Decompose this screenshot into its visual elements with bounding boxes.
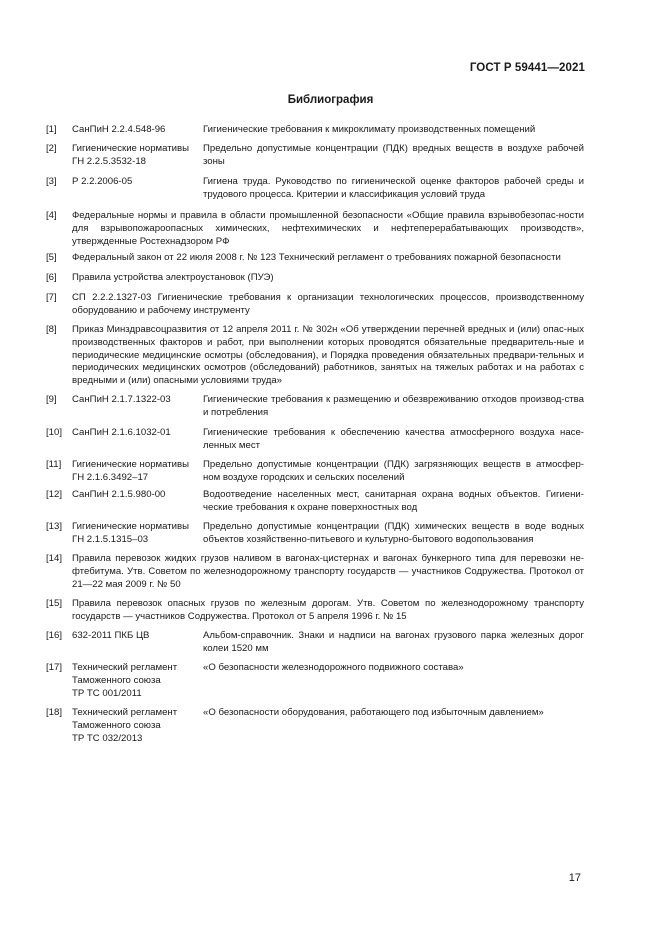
entry-description: Альбом-справочник. Знаки и надписи на вагонах грузового парка железных дорог колеи 1520 мм	[203, 630, 584, 654]
entry-code: СанПиН 2.1.7.1322-03	[72, 394, 171, 405]
entry-description: «О безопасности железнодорожного подвижного состава»	[203, 662, 464, 673]
entry-number: [14]	[46, 553, 63, 564]
entry-code: 632-2011 ПКБ ЦВ	[72, 630, 150, 641]
entry-code: СанПиН 2.1.6.1032-01	[72, 427, 171, 438]
entry-text: Правила перевозок опасных грузов по железным дорогам. Утв. Советом по железнодорожному транспорту государств — участников Содружества. Протокол от 5 апреля 1996 г. № 15	[72, 598, 584, 622]
entry-text: Правила перевозок жидких грузов наливом в вагонах-цистернах и вагонах бункерного типа для перевозки не-фтебитума. Утв. Советом по железнодорожному транспорту государств — участников Содружества. Протокол от 21—22 мая 2009 г. № 50	[72, 553, 584, 590]
entry-code: Технический регламент Таможенного союза ТР ТС 001/2011	[72, 662, 178, 699]
entry-text: Федеральные нормы и правила в области промышленной безопасности «Общие правила взрывобезопас-ности для взрывопожароопасных химических, нефтехимических и нефтеперерабатывающих производств», утвержденные Ростехнадзором РФ	[72, 210, 584, 247]
entry-description: Гигиена труда. Руководство по гигиенической оценке факторов рабочей среды и трудового процесса. Критерии и классификация условий труда	[203, 176, 584, 200]
entry-number: [8]	[46, 324, 57, 335]
entry-text: СП 2.2.2.1327-03 Гигиенические требования к организации технологических процессов, производственному оборудованию и рабочему инструменту	[72, 292, 584, 316]
entry-text: Правила устройства электроустановок (ПУЭ)	[72, 272, 274, 283]
entry-description: Предельно допустимые концентрации (ПДК) химических веществ в воде водных объектов хозяйственно-питьевого и культурно-бытового водопользования	[203, 521, 584, 545]
entry-description: Гигиенические требования к микроклимату производственных помещений	[203, 124, 536, 135]
entry-code: Гигиенические нормативы ГН 2.1.6.3492–17	[72, 459, 189, 483]
entry-number: [11]	[46, 459, 62, 470]
entry-number: [12]	[46, 489, 63, 500]
entry-number: [10]	[46, 427, 63, 438]
entry-number: [6]	[46, 272, 57, 283]
page-number: 17	[568, 872, 581, 884]
entry-number: [13]	[46, 521, 63, 532]
entry-description: Предельно допустимые концентрации (ПДК) вредных веществ в воздухе рабочей зоны	[203, 143, 584, 167]
entry-code: СанПиН 2.1.5.980-00	[72, 489, 166, 500]
entry-description: Гигиенические требования к размещению и обезвреживанию отходов производ-ства и потребления	[203, 394, 584, 418]
entry-code: Технический регламент Таможенного союза ТР ТС 032/2013	[72, 707, 178, 744]
entry-description: Гигиенические требования к обеспечению качества атмосферного воздуха насе-ленных мест	[203, 427, 584, 451]
entry-number: [5]	[46, 252, 57, 263]
entry-text: Федеральный закон от 22 июля 2008 г. № 123 Технический регламент о требованиях пожарной безопасности	[72, 252, 561, 263]
entry-number: [16]	[46, 630, 63, 641]
entry-number: [7]	[46, 292, 57, 303]
entry-code: Р 2.2.2006-05	[72, 176, 133, 187]
entry-code: Гигиенические нормативы ГН 2.1.5.1315–03	[72, 521, 189, 545]
entry-number: [3]	[46, 176, 57, 187]
document-code: ГОСТ Р 59441—2021	[469, 62, 585, 74]
entry-code: СанПиН 2.2.4.548-96	[72, 124, 166, 135]
entry-code: Гигиенические нормативы ГН 2.2.5.3532-18	[72, 143, 189, 167]
entry-description: Водоотведение населенных мест, санитарная охрана водных объектов. Гигиени-ческие требования к охране поверхностных вод	[203, 489, 584, 513]
entry-description: «О безопасности оборудования, работающего под избыточным давлением»	[203, 707, 544, 718]
section-title: Библиография	[287, 94, 374, 106]
entry-number: [18]	[46, 707, 63, 718]
entry-number: [2]	[46, 143, 57, 154]
entry-description: Предельно допустимые концентрации (ПДК) загрязняющих веществ в атмосфер-ном воздухе городских и сельских поселений	[203, 459, 584, 483]
entry-number: [15]	[46, 598, 63, 609]
entry-text: Приказ Минздравсоцразвития от 12 апреля 2011 г. № 302н «Об утверждении перечней вредных и (или) опас-ных производственных факторов и работ, при выполнении которых проводятся обязательные предваритель-ные и периодические медицинские осмотры (обследования), и Порядка проведения обязательных предвари-тельных и периодических медицинских осмотров (обследований) работников, занятых на тяжелых работах и на работах с вредными и (или) опасными условиями труда»	[72, 324, 584, 387]
entry-number: [1]	[46, 124, 57, 135]
entry-number: [9]	[46, 394, 57, 405]
entry-number: [17]	[46, 662, 63, 673]
entry-number: [4]	[46, 210, 57, 221]
